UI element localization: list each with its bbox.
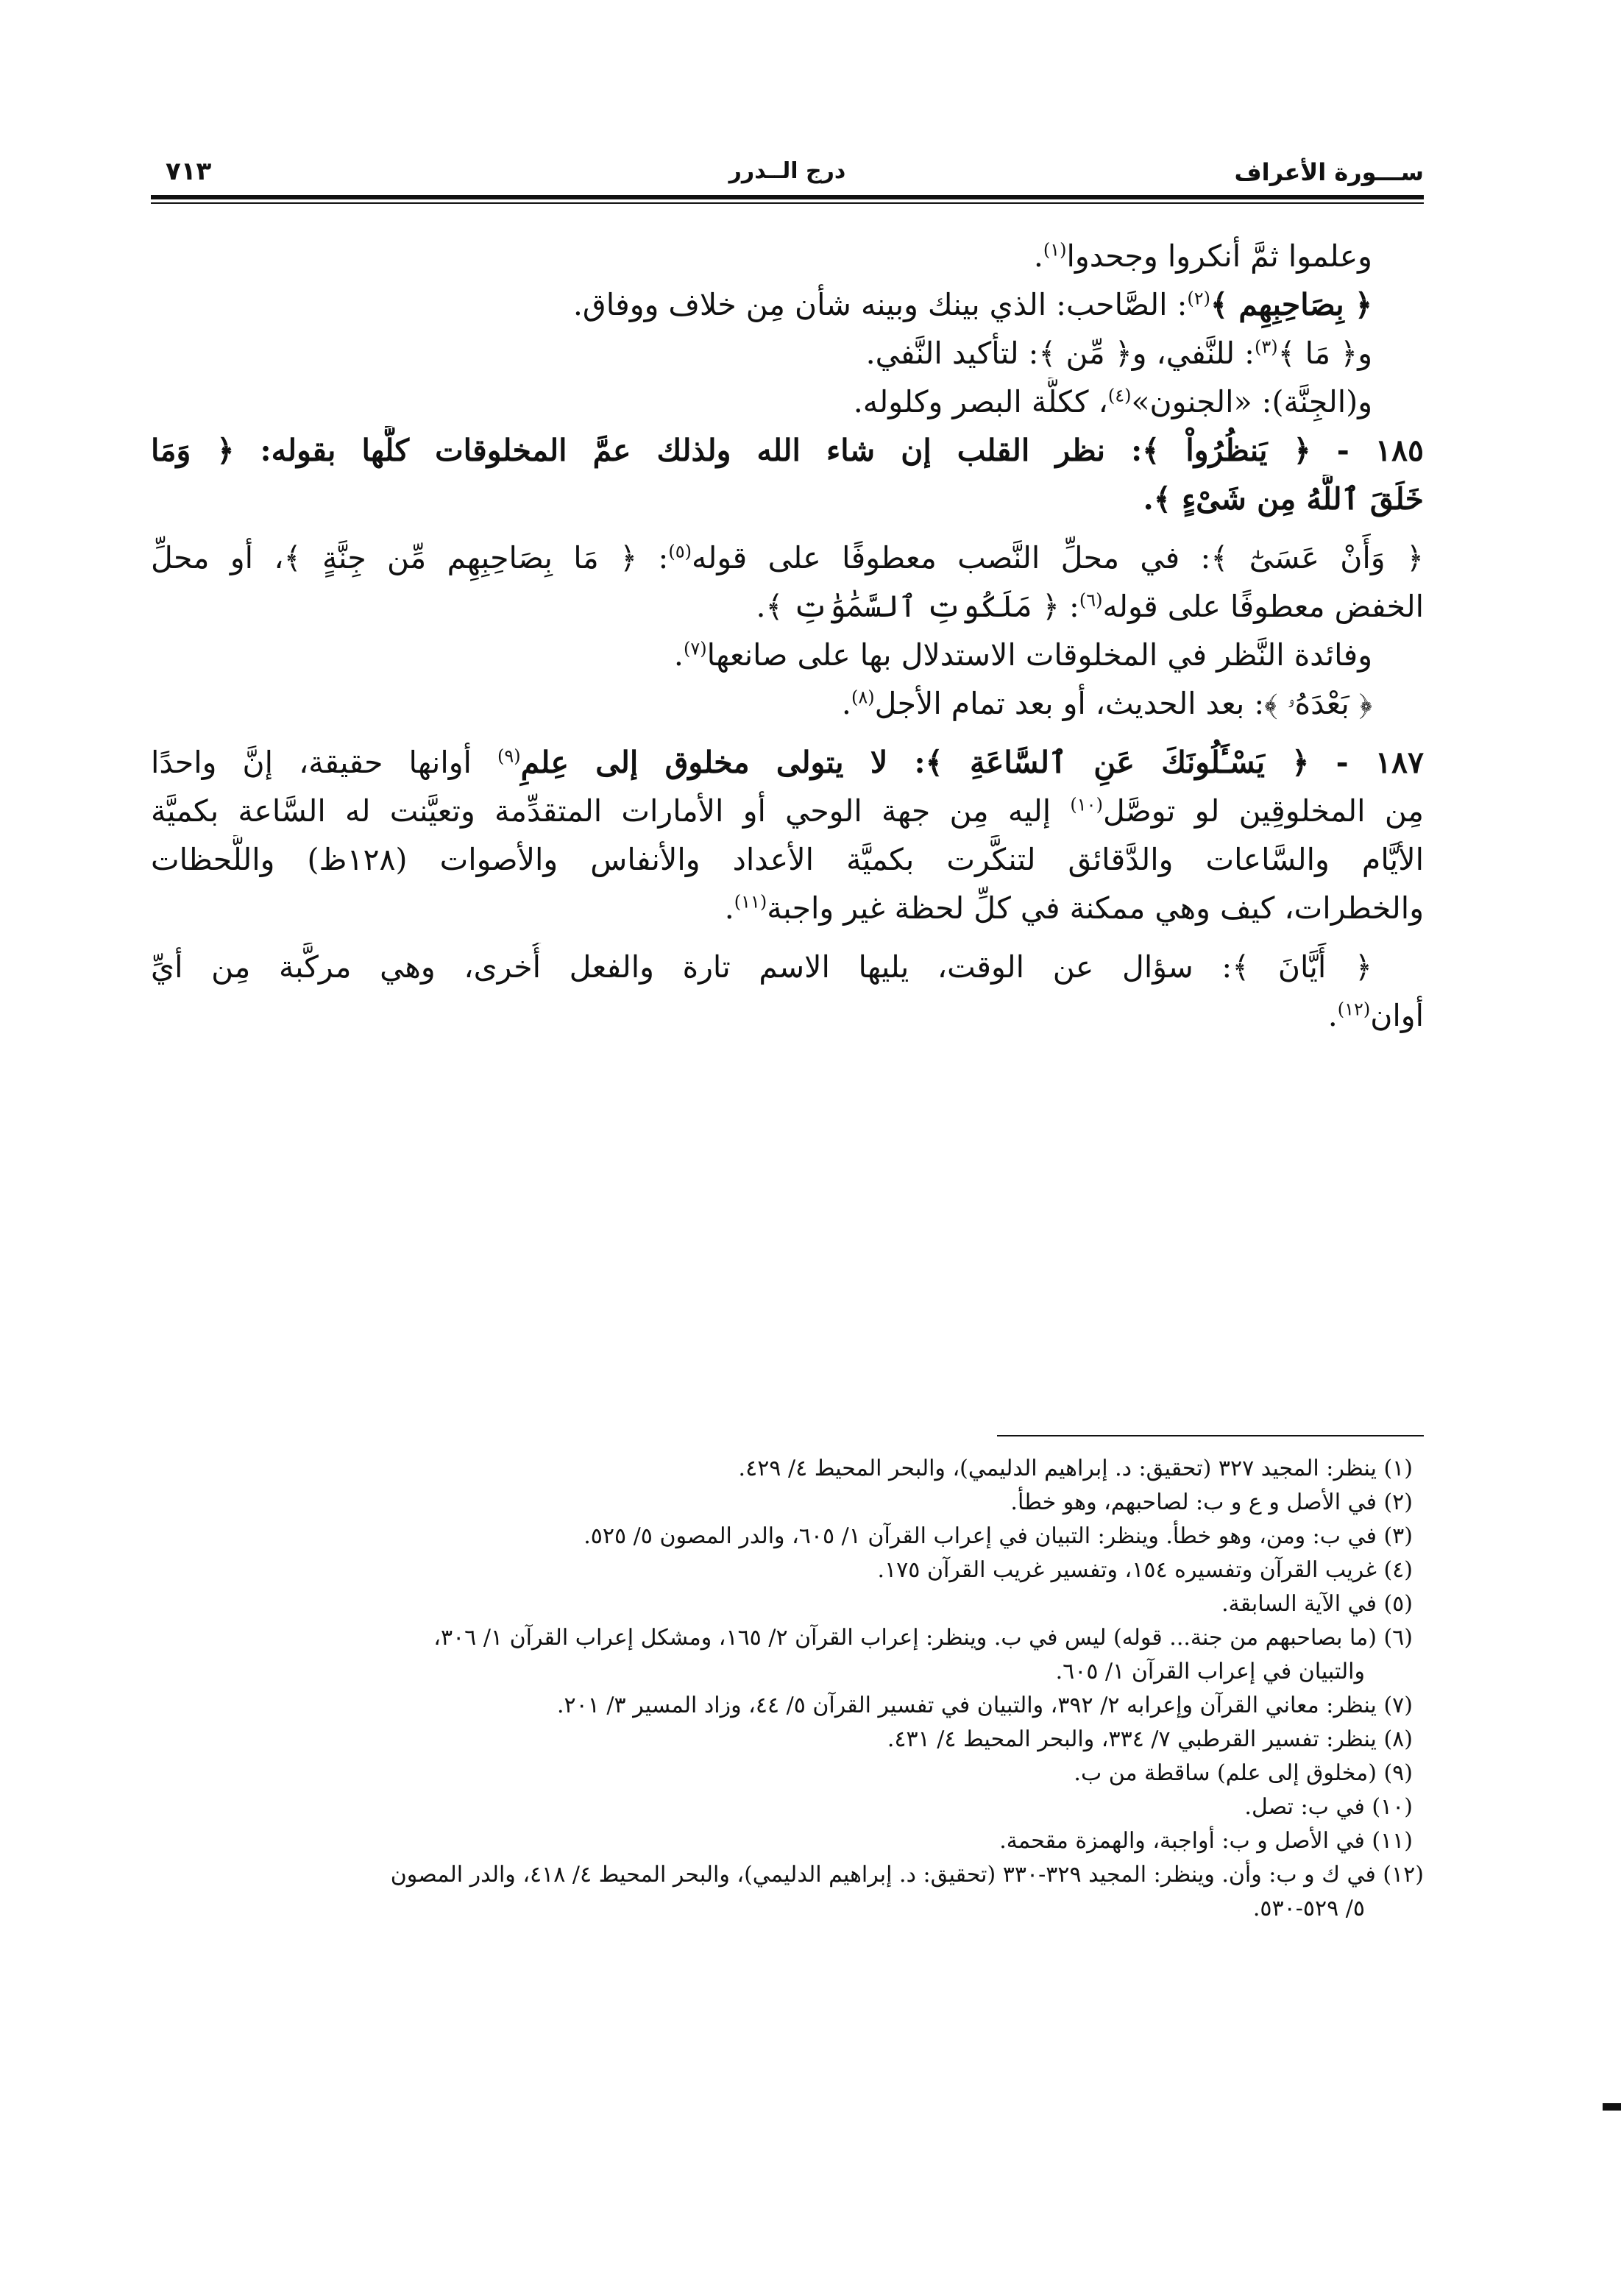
footnote: (٩) (مخلوق إلى علم) ساقطة من ب. xyxy=(1074,1760,1413,1786)
running-header xyxy=(151,151,1424,195)
footnote: (١) ينظر: المجيد ٣٢٧ (تحقيق: د. إبراهيم الدليمي)، والبحر المحيط ٤/ ٤٢٩. xyxy=(738,1456,1413,1481)
scan-edge-mark xyxy=(1603,2103,1621,2111)
text-line: الأيَّام والسَّاعات والدَّقائق لتنكَّرت بكميَّة الأعداد والأنفاس والأصوات (١٢٨ظ) واللَّحظات xyxy=(151,842,1424,877)
text-line: وعلموا ثمَّ أنكروا وجحدوا$^{(١)}$. xyxy=(1033,238,1372,274)
text-line: والخطرات، كيف وهي ممكنة في كلِّ لحظة غير واجبة$^{(١١)}$. xyxy=(724,890,1424,926)
text-line: ﴿ بَعْدَهُۥ ﴾: بعد الحديث، أو بعد تمام الأجل$^{(٨)}$. xyxy=(841,686,1372,721)
header-rule-thick xyxy=(151,195,1424,199)
book-page xyxy=(151,151,1424,2138)
text-line: ﴿ وَأَنْ عَسَىٰٓ ﴾: في محلِّ النَّصب معطوفًا على قوله$^{(٥)}$: ﴿ مَا بِصَاحِبِهِم مِّن جِنَّةٍ ﴾، أو محلِّ xyxy=(151,540,1424,575)
footnote: (٥) في الآية السابقة. xyxy=(1221,1591,1413,1617)
verse-187-line: ١٨٧ - ﴿ يَسْـَٔلُونَكَ عَنِ ٱلسَّاعَةِ ﴾: لا يتولى مخلوق إلى عِلمِ$^{(٩)}$ أوانها حقيقة، إنَّ واحدًا xyxy=(151,745,1424,780)
text-line: و﴿ مَا ﴾$^{(٣)}$: للنَّفي، و﴿ مِّن ﴾: لتأكيد النَّفي. xyxy=(865,336,1372,371)
text-line: ﴿ أَيَّانَ ﴾: سؤال عن الوقت، يليها الاسم تارة والفعل أُخرى، وهي مركَّبة مِن أيِّ xyxy=(151,949,1372,985)
text-line: الخفض معطوفًا على قوله$^{(٦)}$: ﴿ مَلَكُوتِ ٱلسَّمَٰوَٰتِ ﴾. xyxy=(756,589,1424,624)
verse-185-line: ١٨٥ - ﴿ يَنظُرُواْ ﴾: نظر القلب إن شاء الله ولذلك عمَّ المخلوقات كلَّها بقوله: ﴿ وَمَا xyxy=(151,433,1424,468)
footnote: (٤) غريب القرآن وتفسيره ١٥٤، وتفسير غريب القرآن ١٧٥. xyxy=(877,1557,1413,1583)
footnote: (١٠) في ب: تصل. xyxy=(1244,1794,1413,1820)
text-line: ﴿ بِصَاحِبِهِم ﴾$^{(٢)}$: الصَّاحب: الذي بينك وبينه شأن مِن خلاف ووفاق. xyxy=(572,287,1372,322)
text-line: وفائدة النَّظر في المخلوقات الاستدلال بها على صانعها$^{(٧)}$. xyxy=(673,637,1372,673)
text-line: خَلَقَ ٱللَّهُ مِن شَىْءٍ ﴾. xyxy=(1143,481,1424,517)
main-text xyxy=(151,232,1424,1040)
footnote: (٣) في ب: ومن، وهو خطأ. وينظر: التبيان في إعراب القرآن ١/ ٦٠٥، والدر المصون ٥/ ٥٢٥. xyxy=(584,1523,1413,1549)
surah-title: ســـورة الأعراف xyxy=(1234,158,1424,186)
footnote-separator xyxy=(997,1435,1424,1436)
footnote: (١٢) في ك و ب: وأن. وينظر: المجيد ٣٢٩-٣٣٠ (تحقيق: د. إبراهيم الدليمي)، والبحر المحيط ٤/ ٤١٨، والدر المصون xyxy=(390,1862,1424,1888)
footnote: (٢) في الأصل و ع و ب: لصاحبهم، وهو خطأ. xyxy=(1010,1489,1413,1515)
footnote: (٧) ينظر: معاني القرآن وإعرابه ٢/ ٣٩٢، والتبيان في تفسير القرآن ٥/ ٤٤، وزاد المسير ٣/ ٢٠١. xyxy=(557,1693,1413,1718)
footnotes xyxy=(151,1452,1424,1926)
book-title: درج الــدرر xyxy=(728,158,846,184)
footnote: (٨) ينظر: تفسير القرطبي ٧/ ٣٣٤، والبحر المحيط ٤/ ٤٣١. xyxy=(887,1726,1413,1752)
header-rule-thin xyxy=(151,202,1424,204)
footnote-continuation: والتبيان في إعراب القرآن ١/ ٦٠٥. xyxy=(1055,1659,1365,1684)
footnote: (٦) (ما بصاحبهم من جنة... قوله) ليس في ب. وينظر: إعراب القرآن ٢/ ١٦٥، ومشكل إعراب القرآن ١/ ٣٠٦، xyxy=(433,1625,1413,1651)
text-line: و(الجِنَّة): «الجنون»$^{(٤)}$، ككلَّة البصر وكلوله. xyxy=(853,384,1372,419)
text-line: أوان$^{(١٢)}$. xyxy=(1327,998,1424,1033)
text-line: مِن المخلوقِين لو توصَّل$^{(١٠)}$ إليه مِن جهة الوحي أو الأمارات المتقدِّمة وتعيَّنت له السَّاعة بكميَّة xyxy=(151,793,1424,829)
footnote: (١١) في الأصل و ب: أواجبة، والهمزة مقحمة. xyxy=(999,1828,1413,1854)
footnote-continuation: ٥/ ٥٢٩-٥٣٠. xyxy=(1252,1896,1365,1921)
page-number: ٧١٣ xyxy=(166,157,212,186)
